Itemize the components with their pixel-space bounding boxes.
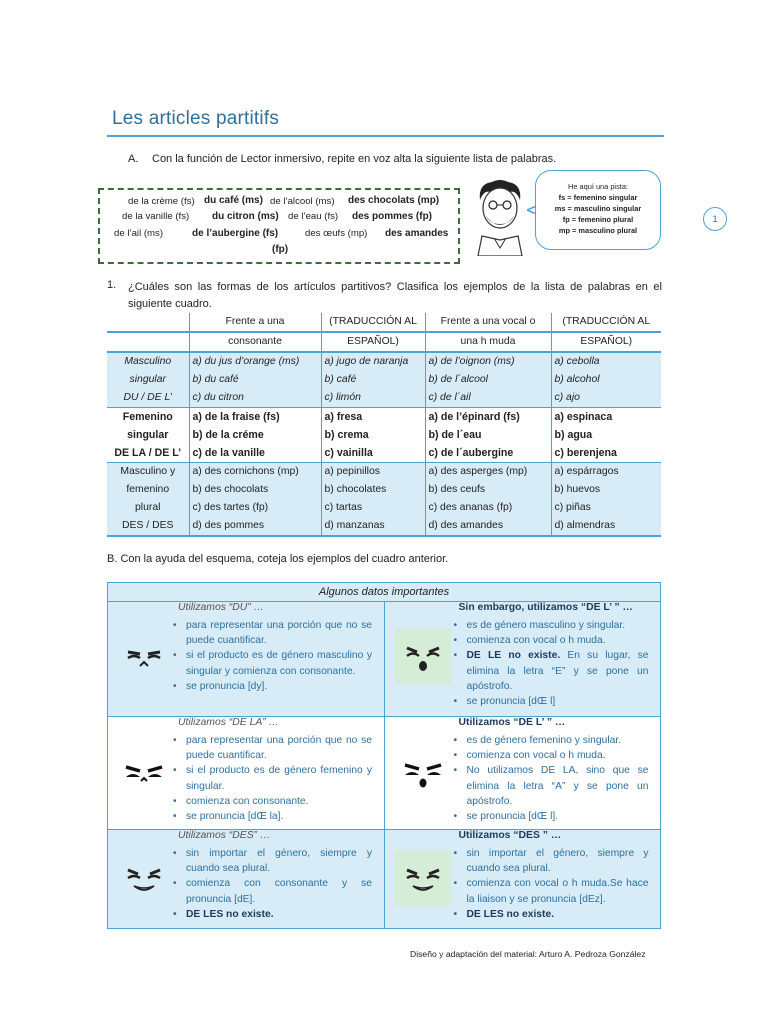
word: de la vanille (fs) [122,211,190,222]
table-cell: c) berenjena [551,444,661,463]
word: de l’ail (ms) [114,228,164,239]
table-cell: a) de l’épinard (fs) [425,408,551,427]
table-cell: a) cebolla [551,352,661,371]
bullet-item: • se pronuncia [dŒ l]. [467,809,649,824]
row-label: singular [127,429,169,441]
table-cell: b) café [321,371,425,389]
header-text: una h muda [460,336,516,347]
face-emoji-icon [395,850,451,906]
bullet-item: • comienza con vocal o h muda. [467,633,649,648]
bullet-item: • DE LES no existe. [186,907,372,922]
page-title: Les articles partitifs [112,108,280,129]
header-cell: (TRADUCCIÓN AL [551,313,661,332]
table-cell: b) huevos [551,481,661,499]
table-cell: c) des tartes (fp) [189,499,321,517]
table-cell: b) de l´alcool [425,371,551,389]
bullet-item: • se pronuncia [dŒ l] [467,694,649,709]
bullet-item: • DE LES no existe. [467,907,649,922]
table-cell: b) de l´eau [425,426,551,444]
table-cell: b) agua [551,426,661,444]
bullet-item: • sin importar el género, siempre y cuando sea plural. [186,846,372,876]
table-cell: b) alcohol [551,371,661,389]
bullet-item: • sin importar el género, siempre y cuando sea plural. [467,846,649,876]
bullet-list [453,846,649,922]
table-cell: d) des amandes [425,517,551,536]
hint-bubble [535,170,661,250]
info-cell-de-l-fem [384,717,661,830]
title-underline [107,135,664,137]
question-1-number: 1. [107,279,117,291]
table-cell: a) de l’oignon (ms) [425,352,551,371]
cell-title: Utilizamos “DU” … [178,602,265,613]
face-emoji-icon [395,745,451,801]
word: du café (ms) [204,195,263,206]
instruction-a-text: Con la función de Lector inmersivo, repite en voz alta la siguiente lista de palabras. [152,153,557,165]
table-cell: b) du café [189,371,321,389]
bullet-item: • comienza con vocal o h muda. [467,748,649,763]
table-cell: a) espinaca [551,408,661,427]
info-cell-du [108,602,385,717]
word: des pommes (fp) [352,211,433,222]
partitive-articles-table [107,313,661,537]
bullet-item: • comienza con consonante y se pronuncia [dE]. [186,876,372,906]
bullet-item: • se pronuncia [dŒ la]. [186,809,372,824]
important-data-table [107,582,661,929]
table-cell: c) des ananas (fp) [425,499,551,517]
bullet-item: • si el producto es de género masculino y singular y comienza con consonante. [186,648,372,678]
table-cell: c) piñas [551,499,661,517]
word: du citron (ms) [212,211,279,222]
hint-line: fp = femenino plural [562,215,634,224]
table-cell: c) ajo [551,389,661,408]
face-emoji-icon [395,628,451,684]
word: de la crème (fs) [128,196,195,207]
info-cell-des-consonant [108,830,385,929]
table-cell: b) des chocolats [189,481,321,499]
header-cell: Frente a una [189,313,321,332]
table-cell: a) des asperges (mp) [425,463,551,482]
info-cell-de-l-masc [384,602,661,717]
table-cell: a) espárragos [551,463,661,482]
instruction-a [128,153,556,165]
table-cell: a) de la fraise (fs) [189,408,321,427]
teacher-avatar-icon [470,178,530,256]
table-cell: c) limón [321,389,425,408]
footer-credit: Diseño y adaptación del material: Arturo A. Pedroza González [410,949,646,959]
row-label: DE LA / DE L’ [114,447,182,459]
table-cell: c) tartas [321,499,425,517]
bullet-list [172,846,372,922]
table-cell: a) pepinillos [321,463,425,482]
header-cell: (TRADUCCIÓN AL [321,313,425,332]
header-cell: consonante [189,332,321,352]
bullet-list [453,733,649,824]
page-number-badge: 1 [703,207,727,231]
word: de l’aubergine (fs) [192,228,279,239]
bullet-item: • es de género masculino y singular. [467,618,649,633]
cell-title: Sin embargo, utilizamos “DE L’ ” … [458,602,633,613]
row-label: Masculino y [107,463,189,482]
bullet-item: • para representar una porción que no se puede cuantificar. [186,733,372,763]
row-label: singular [107,371,189,389]
header-cell [425,332,551,352]
table-cell: d) des pommes [189,517,321,536]
word: des amandes [385,228,449,239]
table-cell: b) chocolates [321,481,425,499]
cell-title: Utilizamos “DES” … [178,830,271,841]
table-cell: d) almendras [551,517,661,536]
bullet-item: • es de género femenino y singular. [467,733,649,748]
header-cell: ESPAÑOL) [321,332,425,352]
bullet-rest: En su lugar, se elimina la letra “E” y se pone un apóstrofo. [466,650,649,692]
row-label: Masculino [107,352,189,371]
word: des chocolats (mp) [348,195,440,206]
header-cell [107,313,189,332]
table-cell: b) de la créme [189,426,321,444]
table-cell: a) des cornichons (mp) [189,463,321,482]
bullet-item: • se pronuncia [dy]. [186,679,372,694]
bullet-item: • No utilizamos DE LA, sino que se elimina la letra “A” y se pone un apóstrofo. [467,763,649,809]
hint-line: fs = femenino singular [558,193,638,202]
cell-title: Utilizamos “DE LA” … [178,717,280,728]
row-label: DU / DE L’ [107,389,189,408]
info-cell-des-vowel [384,830,661,929]
word: de l’eau (fs) [288,211,339,222]
table-cell: b) crema [321,426,425,444]
row-label: DES / DES [107,517,189,536]
header-cell: Frente a una vocal o [425,313,551,332]
hint-line: He aquí una pista: [568,182,628,191]
info-cell-de-la [108,717,385,830]
word: des œufs (mp) [305,228,368,239]
table-cell: b) des ceufs [425,481,551,499]
bullet-item: • comienza con consonante. [186,794,372,809]
table-header: Algunos datos importantes [108,583,661,602]
bullet-list [172,733,372,824]
bullet-list [172,618,372,694]
bullet-item: • comienza con vocal o h muda.Se hace la liaison y se pronuncia [dEz]. [467,876,649,906]
face-emoji-icon [116,850,172,906]
bullet-item: • si el producto es de género femenino y singular. [186,763,372,793]
table-cell: c) du citron [189,389,321,408]
row-label: femenino [107,481,189,499]
table-cell: a) du jus d’orange (ms) [189,352,321,371]
row-label: plural [107,499,189,517]
cell-title: Utilizamos “DES ” … [458,830,562,841]
instruction-a-label: A. [128,153,139,165]
header-cell [107,332,189,352]
table-cell: d) manzanas [321,517,425,536]
bold-note: DE LE no existe. [466,650,561,662]
bullet-list [453,618,649,709]
table-cell: c) de l´aubergine [425,444,551,463]
word-list-box [98,188,460,264]
word: (fp) [272,244,289,255]
face-emoji-icon [116,745,172,801]
hint-line: ms = masculino singular [554,204,642,213]
row-label: Femenino [107,408,189,427]
table-cell: c) de l´ail [425,389,551,408]
table-cell: a) fresa [321,408,425,427]
bullet-item: • para representar una porción que no se puede cuantificar. [186,618,372,648]
table-cell: c) vainilla [321,444,425,463]
instruction-b: B. Con la ayuda del esquema, coteja los ejemplos del cuadro anterior. [107,553,449,565]
bullet-item [467,648,649,694]
face-emoji-icon [116,630,172,686]
header-cell: ESPAÑOL) [551,332,661,352]
table-cell: c) de la vanille [189,444,321,463]
table-cell: a) jugo de naranja [321,352,425,371]
question-1-text: ¿Cuáles son las formas de los artículos partitivos? Clasifica los ejemplos de la lista de palabras en el siguiente cuadro. [128,281,662,310]
word: de l’alcool (ms) [270,196,335,207]
cell-title: Utilizamos “DE L’ ” … [458,717,566,728]
hint-line: mp = masculino plural [558,226,638,235]
